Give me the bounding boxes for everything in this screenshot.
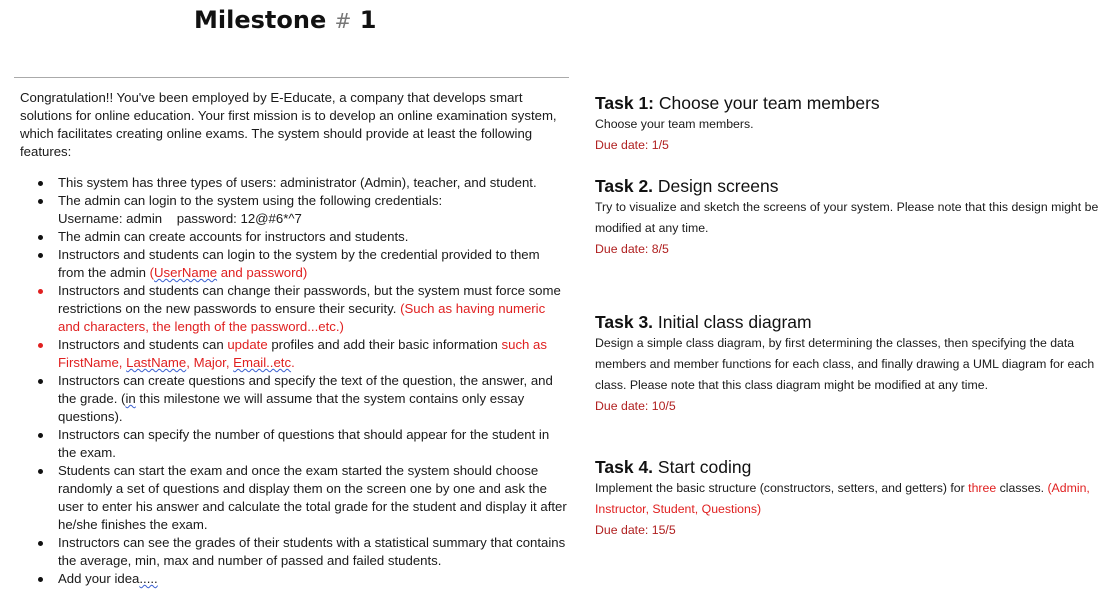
title-hash: # [334,9,352,33]
task-heading: Task 3. Initial class diagram [595,312,812,332]
milestone-description [20,89,568,588]
task-heading: Task 1: Choose your team members [595,93,880,113]
credentials-text: Username: admin password: 12@#6*^7 [58,211,302,226]
feature-item: Instructors and students can change their passwords, but the system must force some restrictions on the new passwords to ensure their security. (Such as having numeric and characters, the length of the password...etc.) [20,282,568,336]
bullet-icon [38,199,43,204]
task-description: Try to visualize and sketch the screens of your system. Please note that this design might be modified at any time. [595,200,1099,235]
spelling-flag: ..... [139,571,158,586]
task-due-date: Due date: 10/5 [595,399,676,413]
bullet-icon [38,469,43,474]
feature-item: This system has three types of users: administrator (Admin), teacher, and student. [20,174,568,192]
feature-item: The admin can create accounts for instructors and students. [20,228,568,246]
spelling-flag: Email..etc [233,355,292,370]
bullet-icon [38,379,43,384]
task-heading: Task 4. Start coding [595,457,752,477]
feature-item: Add your idea..... [20,570,568,588]
task-heading: Task 2. Design screens [595,176,779,196]
feature-item: Instructors and students can update profiles and add their basic information such as FirstName, LastName, Major, Email..etc. [20,336,568,372]
feature-item: The admin can login to the system using the following credentials: Username: admin password: 12@#6*^7 [20,192,568,228]
task-description: Choose your team members. [595,117,754,131]
spelling-flag: UserName [154,265,218,280]
title-word: Milestone [194,6,327,34]
bullet-icon [38,181,43,186]
bullet-icon [38,433,43,438]
task-due-date: Due date: 8/5 [595,242,669,256]
intro-paragraph: Congratulation!! You've been employed by E-Educate, a company that develops smart solutions for online education. Your first mission is to develop an online examination system, which facilitates creating online exams. The system should provide at least the following features: [20,90,557,159]
bullet-icon [38,541,43,546]
page-title [194,6,376,34]
task-due-date: Due date: 1/5 [595,138,669,152]
bullet-icon [38,253,43,258]
task-2 [595,175,1115,260]
spelling-flag: in [125,391,136,406]
task-1 [595,92,1115,156]
bullet-icon [38,343,43,348]
feature-item: Instructors and students can login to the system by the credential provided to them from the admin (UserName and password) [20,246,568,282]
bullet-icon [38,235,43,240]
title-number: 1 [359,6,377,34]
spelling-flag: LastName [126,355,187,370]
task-description: Implement the basic structure (constructors, setters, and getters) for three classes. (Admin, Instructor, Student, Questions) [595,481,1090,516]
task-due-date: Due date: 15/5 [595,523,676,537]
feature-list [20,174,568,588]
bullet-icon [38,289,43,294]
feature-item: Instructors can see the grades of their students with a statistical summary that contains the average, min, max and number of passed and failed students. [20,534,568,570]
task-4 [595,456,1115,541]
feature-item: Students can start the exam and once the exam started the system should choose randomly a set of questions and display them on the screen one by one and ask the user to enter his answer and calculate the total grade for the student and display it after he/she finishes the exam. [20,462,568,534]
feature-item: Instructors can specify the number of questions that should appear for the student in the exam. [20,426,568,462]
horizontal-rule [14,77,569,78]
feature-item: Instructors can create questions and specify the text of the question, the answer, and the grade. (in this milestone we will assume that the system contains only essay questions). [20,372,568,426]
bullet-icon [38,577,43,582]
task-3 [595,311,1115,417]
task-description: Design a simple class diagram, by first determining the classes, then specifying the data members and member functions for each class, and finally drawing a UML diagram for each class. Please note that this class diagram might be modified at any time. [595,336,1095,392]
